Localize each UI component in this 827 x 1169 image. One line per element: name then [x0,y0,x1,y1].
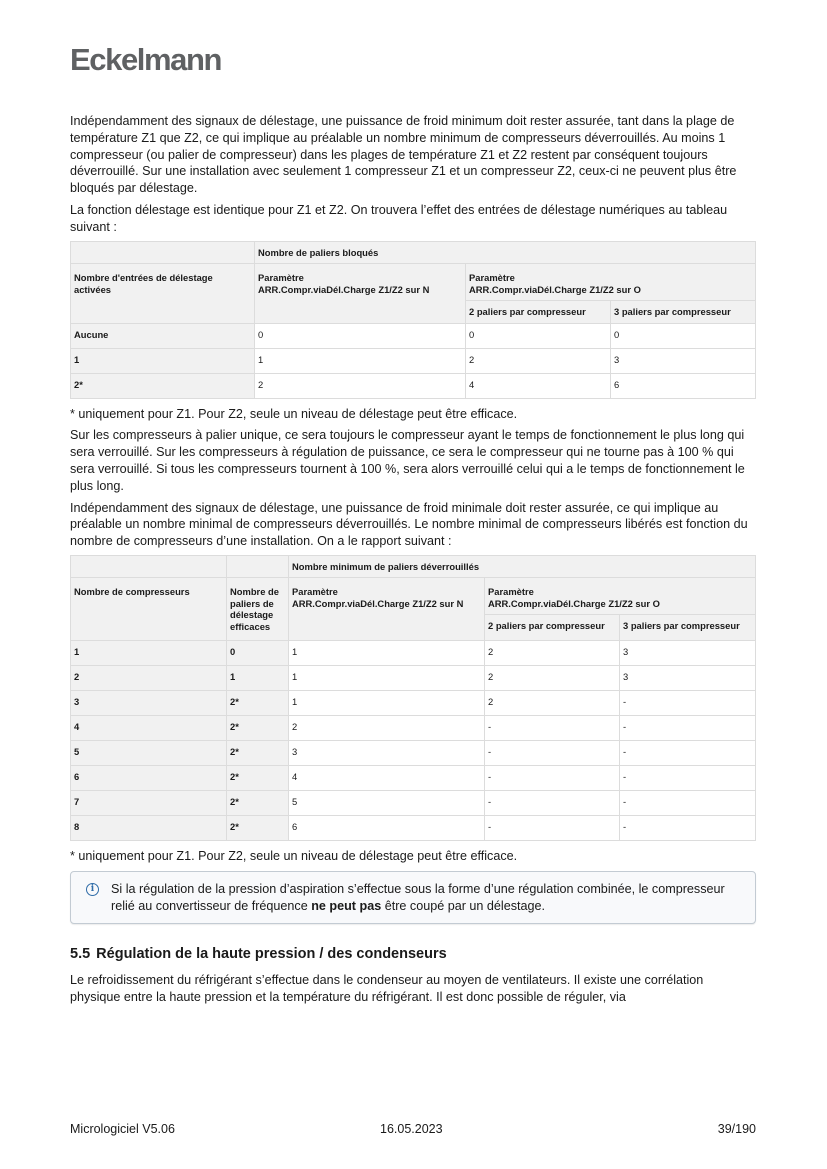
table2-group-header: Nombre minimum de paliers déverrouillés [289,555,756,578]
table-cell-n: 2 [289,715,485,740]
table2-param-o-header: Paramètre ARR.Compr.viaDél.Charge Z1/Z2 sur O [485,578,756,615]
table1-sub-2-steps: 2 paliers par compresseur [466,301,611,324]
table-cell-o3: - [620,740,756,765]
table-cell-n: 6 [289,815,485,840]
table-cell-n: 5 [289,790,485,815]
table-cell-comp: 5 [71,740,227,765]
table-cell-eff: 1 [227,665,289,690]
table-cell-n: 1 [289,640,485,665]
paragraph-minimum: Indépendamment des signaux de délestage, une puissance de froid minimale doit rester assurée, ce qui implique au préalable un nombre minimal de compresseurs déverrouillés. Le nombre minimal de compresseurs libérés est fonction du nombre de compresseurs d’une installation. On a le rapport suivant : [70,500,748,549]
page-content [70,113,756,1011]
table-row: 1 1 2 3 [71,348,756,373]
table1-empty-header [71,241,255,264]
table2-empty-header-2 [227,555,289,578]
table-cell-o2: 2 [485,665,620,690]
table-row [71,790,756,815]
table2-sub-3-steps: 3 paliers par compresseur [620,615,756,641]
paragraph-function: La fonction délestage est identique pour Z1 et Z2. On trouvera l’effet des entrées de délestage numériques au tableau suivant : [70,202,728,234]
table-cell-o3: 3 [620,640,756,665]
footnote-z1-2: * uniquement pour Z1. Pour Z2, seule un niveau de délestage peut être efficace. [70,848,518,863]
table2-empty-header-1 [71,555,227,578]
table-cell-comp: 3 [71,690,227,715]
table-row [71,740,756,765]
table-cell-eff: 2* [227,765,289,790]
table-cell-comp: 4 [71,715,227,740]
paragraph-locking: Sur les compresseurs à palier unique, ce sera toujours le compresseur ayant le temps de fonctionnement le plus long qui sera verrouillé. Sur les compresseurs à régulation de puissance, ce sera le compresseur qui ne tourne pas à 100 % qui sera verrouillé. Si tous les compresseurs tournent à 100 %, sera alors verrouillé celui qui a le temps de fonctionnement le plus long. [70,428,745,493]
table-cell-o3: - [620,690,756,715]
table1-sub-3-steps: 3 paliers par compresseur [611,301,756,324]
table-cell-o3: - [620,715,756,740]
table-cell-comp: 6 [71,765,227,790]
table-row [71,715,756,740]
table-blocked-steps [70,241,756,399]
table-cell-o2: 2 [485,690,620,715]
table-cell-o2: - [485,790,620,815]
table-cell-comp: 7 [71,790,227,815]
footer-firmware: Micrologiciel V5.06 [70,1122,175,1136]
table-cell-o2: - [485,715,620,740]
table2-col-compressors-header: Nombre de compresseurs [71,578,227,641]
footer-page-number: 39/190 [717,1122,756,1136]
table-cell-comp: 1 [71,640,227,665]
info-icon: i [86,883,99,896]
table-cell-o3: - [620,765,756,790]
footer-date: 16.05.2023 [380,1122,443,1136]
table-cell-n: 4 [289,765,485,790]
eckelmann-logo: Eckelmann [70,42,222,77]
paragraph-condenser: Le refroidissement du réfrigérant s’effectue dans le condenseur au moyen de ventilateurs. Il existe une corrélation physique entre la haute pression et la température du réfrigérant. Il est donc possible de réguler, via [70,973,704,1005]
info-note [70,871,756,925]
table-cell-comp: 2 [71,665,227,690]
table-cell-eff: 2* [227,815,289,840]
info-note-text: Si la régulation de la pression d’aspiration s’effectue sous la forme d’une régulation combinée, le compresseur relié au convertisseur de fréquence ne peut pas être coupé par un délestage. [111,881,725,913]
table1-param-n-header: Paramètre ARR.Compr.viaDél.Charge Z1/Z2 sur N [255,264,466,324]
table-cell-o2: - [485,765,620,790]
table-cell-eff: 2* [227,715,289,740]
table-row: 2* 2 4 6 [71,373,756,398]
table-cell-eff: 2* [227,690,289,715]
table-cell-o3: - [620,790,756,815]
table-cell-n: 3 [289,740,485,765]
table-cell-o3: - [620,815,756,840]
table1-param-o-header: Paramètre ARR.Compr.viaDél.Charge Z1/Z2 sur O [466,264,756,301]
table-cell-comp: 8 [71,815,227,840]
table-row [71,690,756,715]
table1-col-inputs-header: Nombre d'entrées de délestage activées [71,264,255,324]
table-cell-n: 1 [289,665,485,690]
table-cell-o2: - [485,740,620,765]
table-row [71,665,756,690]
table-row: Aucune 0 0 0 [71,323,756,348]
footnote-z1: * uniquement pour Z1. Pour Z2, seule un niveau de délestage peut être efficace. [70,406,518,421]
table-row [71,640,756,665]
table-cell-o3: 3 [620,665,756,690]
table2-col-effective-header: Nombre de paliers de délestage efficaces [227,578,289,641]
table-cell-o2: 2 [485,640,620,665]
section-heading: 5.5 Régulation de la haute pression / des condenseurs [70,946,447,963]
table-cell-eff: 2* [227,740,289,765]
table-cell-o2: - [485,815,620,840]
table-cell-eff: 2* [227,790,289,815]
table-cell-n: 1 [289,690,485,715]
table2-param-n-header: Paramètre ARR.Compr.viaDél.Charge Z1/Z2 sur N [289,578,485,641]
table-cell-eff: 0 [227,640,289,665]
paragraph-intro: Indépendamment des signaux de délestage, une puissance de froid minimum doit rester assurée, tant dans la plage de température Z1 que Z2, ce qui implique au préalable un nombre minimum de compresseurs déverrouillés. Au moins 1 compresseur (ou palier de compresseur) dans les plages de température Z1 et Z2 restent par conséquent toujours déverrouillé. Sur une installation avec seulement 1 compresseur Z1 et un compresseur Z2, ceux-ci ne peuvent plus être bloqués par délestage. [70,114,737,196]
table1-group-header: Nombre de paliers bloqués [255,241,756,264]
table2-sub-2-steps: 2 paliers par compresseur [485,615,620,641]
table-row [71,765,756,790]
table-row [71,815,756,840]
table-min-unlocked-steps [70,555,756,841]
